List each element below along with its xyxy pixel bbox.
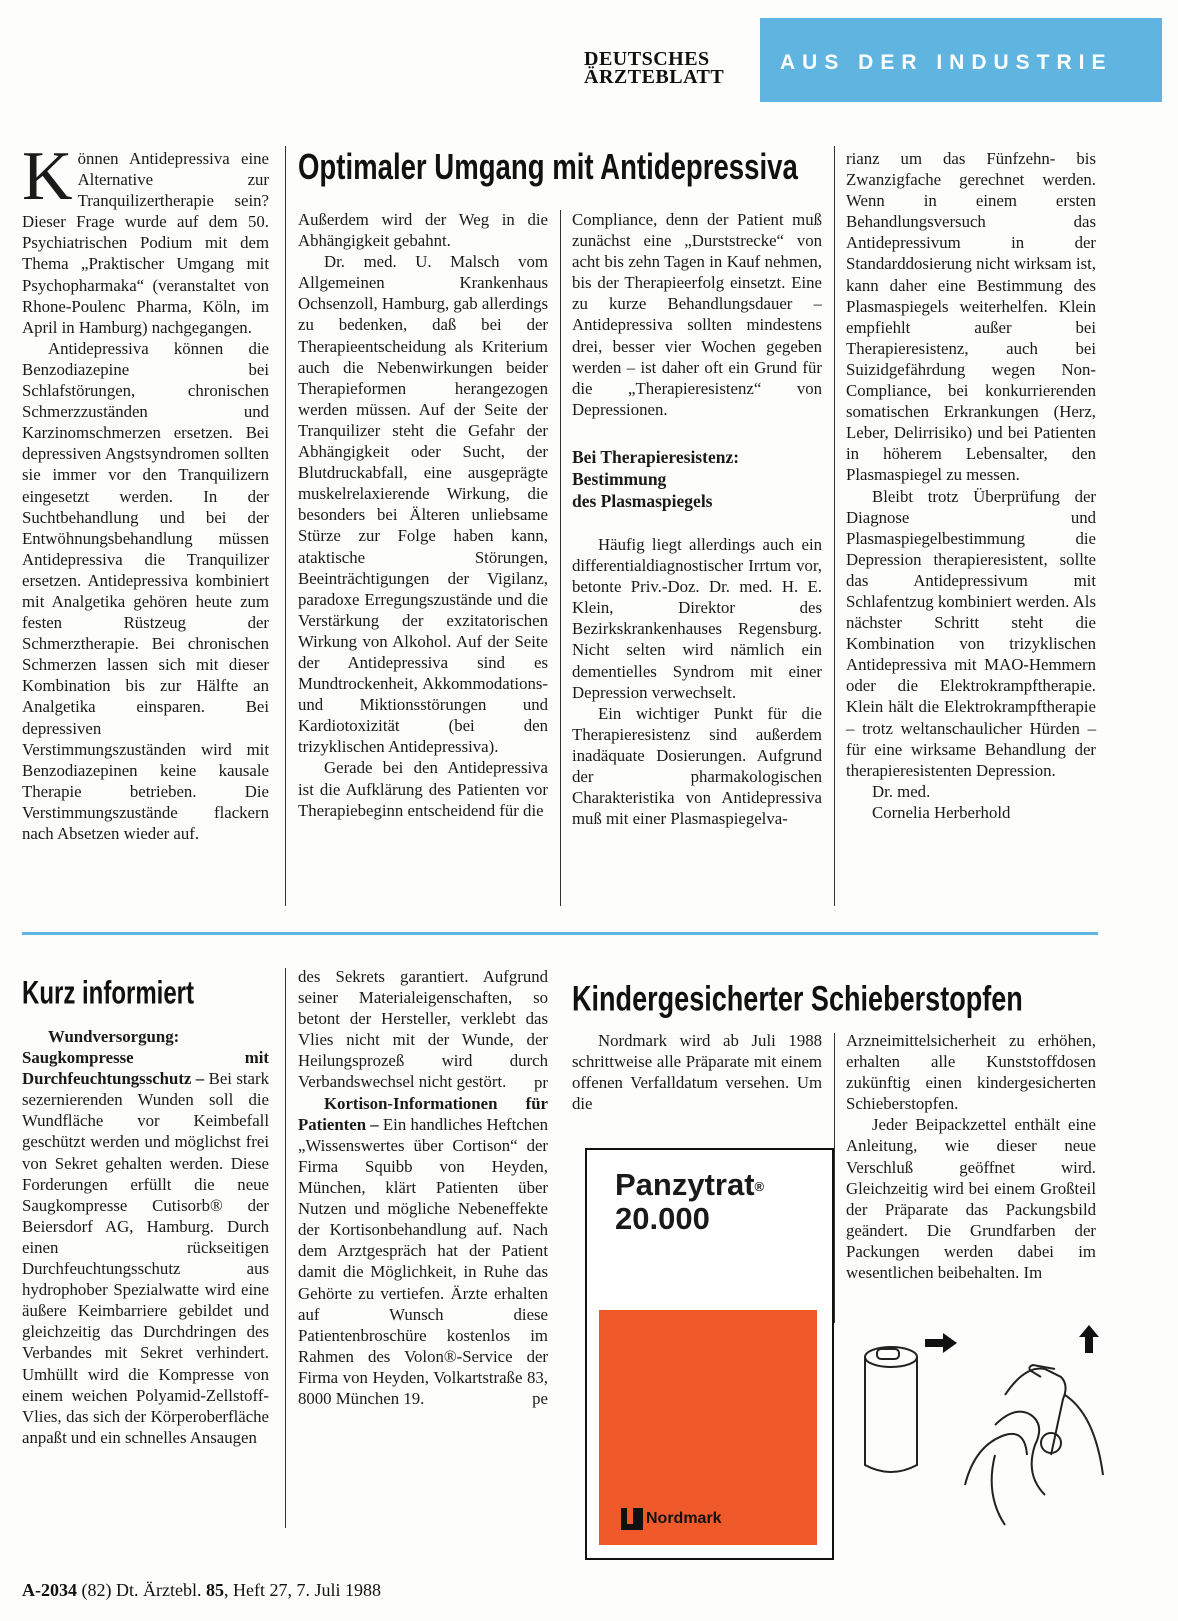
section-label: AUS DER INDUSTRIE (780, 51, 1113, 74)
ad-brand (615, 1168, 764, 1236)
masthead-line1: DEUTSCHES (584, 48, 710, 70)
ad-brand-name: Panzytrat (615, 1167, 755, 1202)
subhead-line: Bei Therapieresistenz: (572, 446, 740, 467)
paragraph: Jeder Beipackzettel enthält eine Anleitung, wie dieser neue Verschluß geöffnet wird. Gleichzeitig wird bei einem Großteil der Präparate das Packungsbild geändert. Die Grundfarben der Packungen werden dabei im wesentlichen beibehalten. Im (846, 1115, 1096, 1283)
runin-heading: Kortison-Informationen für Patienten – (298, 1093, 548, 1134)
paragraph: Bleibt trotz Überprüfung der Diagnose und Plasmaspiegelbestimmung die Depression therapieresistent, sollte das Antidepressivum mit Schlafentzug kombiniert werden. Als nächster Schritt steht die Kombination von trizyklischen Antidepressiva mit MAO-Hemmern oder die Elektrokrampftherapie. Klein hält die Elektrokrampftherapie – trotz weltanschaulicher Hürden – für eine wirksame Behandlung der therapieresistenten Depression. (846, 486, 1096, 780)
registered-mark: ® (754, 1179, 765, 1194)
ad-logo (621, 1508, 722, 1530)
paragraph (298, 1093, 548, 1409)
column-rule (285, 146, 286, 906)
column-rule (285, 968, 286, 1528)
kurz-column-2 (298, 966, 548, 1409)
masthead-line2: ÄRZTEBLATT (584, 66, 725, 88)
paragraph: Dr. med. U. Malsch vom Allgemeinen Krankenhaus Ochsenzoll, Hamburg, gab allerdings zu bedenken, daß bei der Therapieentscheidung als Kriterium auch die Nebenwirkungen beider Therapieformen herangezogen werden müssen. Auf der Seite der Tranquilizer steht die Gefahr der Abhängigkeit oder Sucht, der Blutdruckabfall, eine ausgeprägte muskelrelaxierende Wirkung, die besonders bei Älteren unliebsame Stürze zur Folge haben kann, ataktische Störungen, Beeinträchtigungen der Vigilanz, paradoxe Erregungszustände und die Verstärkung der exzitatorischen Wirkung von Alkohol. Auf der Seite der Antidepressiva sind es Mundtrockenheit, Akkommodations- und Miktionsstörungen und Kardiotoxizität (bei den trizyklischen Antidepressiva). (298, 252, 548, 757)
subhead (572, 446, 822, 512)
signature: Dr. med. (872, 781, 931, 801)
article2-title: Kindergesicherter Schieberstopfen (572, 978, 1023, 1019)
footer-citation: (82) Dt. Ärztebl. (77, 1580, 206, 1600)
paragraph-text: Ein handliches Heftchen „Wissenswertes über Cortison“ der Firma Squibb von Heyden, München, klärt Patienten über Nutzen und mögliche Nebeneffekte der Kortisonbehandlung auf. Nach dem Arztgespräch hat der Patient damit die Möglichkeit, in Ruhe das Gehörte zu vertiefen. Ärzte erhalten auf Wunsch diese Patientenbroschüre kostenlos im Rahmen des Volon®-Service der Firma von Heyden, Volkartstraße 83, 8000 München 19. (298, 1114, 548, 1408)
article1-column-1 (22, 138, 269, 844)
author-initials: pe (532, 1389, 548, 1409)
page-footer (22, 1580, 381, 1601)
column-rule (560, 210, 561, 906)
section-divider (22, 932, 1098, 935)
paragraph: Außerdem wird der Weg in die Abhängigkeit gebahnt. (298, 210, 548, 251)
paragraph: Antidepressiva können die Benzodiazepine bei Schlafstörungen, chronischen Schmerzzuständen und Karzinomschmerzen ersetzen. Bei depressiven Angstsyndromen sollten sie immer vor den Tranquilizern eingesetzt werden. In der Suchtbehandlung und bei der Entwöhnungsbehandlung müssen Antidepressiva die Tranquilizer ersetzen. Antidepressiva kombiniert mit Analgetika gehören heute zum festen Rüstzeug der Schmerztherapie. Bei chronischen Schmerzen lassen sich mit dieser Kombination bis zur Hälfte an Analgetika einsparen. Bei depressiven Verstimmungszuständen wird mit Benzodiazepinen keine kausale Therapie betrieben. Die Verstimmungszustände flackern nach Absetzen wieder auf. (22, 338, 269, 843)
paragraph: Nordmark wird ab Juli 1988 schrittweise alle Präparate mit einem offenen Verfalldatum versehen. Um die (572, 1031, 822, 1114)
subhead-line: Bestimmung (572, 468, 667, 489)
signature: Cornelia Herberhold (872, 802, 1011, 822)
column-rule (834, 146, 835, 906)
paragraph: des Sekrets garantiert. Aufgrund seiner Materialeigenschaften, so betont der Hersteller, verklebt das Vlies nicht mit der Wunde, der Heilungsprozeß wird durch Verbandswechsel nicht gestört. (298, 967, 548, 1092)
kurz-title: Kurz informiert (22, 975, 195, 1012)
section-bar (760, 18, 1162, 102)
paragraph: önnen Antidepressiva eine Alternative zur Tranquilizertherapie sein? Dieser Frage wurde auf dem 50. Psychiatrischen Podium mit dem Thema „Praktischer Umgang mit Psychopharmaka“ (veranstaltet von Rhone-Poulenc Pharma, Köln, im April in Hamburg) nachgegangen. (22, 149, 269, 337)
article1-column-4 (846, 148, 1096, 823)
article2-column-1 (572, 1030, 822, 1114)
article1-column-2 (298, 209, 548, 821)
kurz-column-1 (22, 1026, 269, 1448)
masthead (584, 50, 738, 86)
paragraph: Häufig liegt allerdings auch ein differentialdiagnostischer Irrtum vor, betonte Priv.-Doz. Dr. med. H. E. Klein, Direktor des Bezirkskrankenhauses Regensburg. Nicht selten wird nämlich ein dementielles Syndrom mit einer Depression verwechselt. (572, 534, 822, 702)
product-ad (585, 1148, 834, 1560)
page-code: A-2034 (22, 1580, 77, 1600)
paragraph-text: Bei stark sezernierenden Wunden soll die Wundfläche vor Keimbefall geschützt werden und möglichst frei von Sekret gehalten werden. Diese Forderungen erfüllt die neue Saugkompresse Cutisorb® der Beiersdorf AG, Hamburg. Durch einen rückseitigen Durchfeuchtungsschutz aus hydrophober Spezialwatte wird eine äußere Keimbarriere gebildet und gleichzeitig das Durchdringen des Verbandes mit Sekret verhindert. Umhüllt wird die Kompresse von einem weichen Polyamid-Zellstoff-Vlies, das sich der Körperoberfläche anpaßt und ein schnelles Ansaugen (22, 1069, 269, 1447)
stopper-illustration-icon (855, 1325, 1125, 1535)
ad-logo-text: Nordmark (646, 1510, 722, 1528)
ad-brand-dose: 20.000 (615, 1201, 710, 1236)
paragraph: Arzneimittelsicherheit zu erhöhen, erhalten alle Kunststoffdosen zukünftig einen kindergesicherten Schieberstopfen. (846, 1031, 1096, 1114)
paragraph: rianz um das Fünfzehn- bis Zwanzigfache gerechnet werden. Wenn in einem ersten Behandlungsversuch das Antidepressivum in der Standarddosierung nicht wirksam ist, kann daher eine Bestimmung des Plasmaspiegels weiterhelfen. Klein empfiehlt außer bei Therapieresistenz, auch bei Suizidgefährdung wegen Non-Compliance, bei konkurrierenden somatischen Erkrankungen (Herz, Leber, Delirrisiko) und bei Patienten in höherem Lebensalter, den Plasmaspiegel zu messen. (846, 149, 1096, 485)
footer-volume: 85 (205, 1580, 224, 1600)
paragraph (22, 1026, 269, 1448)
footer-issue: , Heft 27, 7. Juli 1988 (223, 1580, 381, 1600)
article1-column-3 (572, 209, 822, 829)
column-rule (834, 1033, 835, 1323)
paragraph: Gerade bei den Antidepressiva ist die Aufklärung des Patienten vor Therapiebeginn entscheidend für die (298, 758, 548, 820)
author-initials: pr (534, 1072, 548, 1092)
ad-package-panel (599, 1310, 817, 1545)
nordmark-logo-icon (621, 1508, 643, 1530)
paragraph: Ein wichtiger Punkt für die Therapieresistenz sind außerdem inadäquate Dosierungen. Aufgrund der pharmakologischen Charakteristika von Antidepressiva muß mit einer Plasmaspiegelva- (572, 703, 822, 829)
runin-heading: Wundversorgung: Saugkompresse mit Durchfeuchtungsschutz – (22, 1027, 269, 1089)
dropcap: K (22, 138, 73, 215)
article2-column-2 (846, 1030, 1096, 1283)
subhead-line: des Plasmaspiegels (572, 490, 713, 511)
article1-title: Optimaler Umgang mit Antidepressiva (298, 146, 798, 188)
paragraph: Compliance, denn der Patient muß zunächst eine „Durststrecke“ von acht bis zehn Tagen in Kauf nehmen, bis der Therapieerfolg einsetzt. Eine zu kurze Behandlungsdauer – Antidepressiva sollten mindestens drei, besser vier Wochen gegeben werden – ist daher oft ein Grund für die „Therapieresistenz“ von Depressionen. (572, 210, 822, 419)
